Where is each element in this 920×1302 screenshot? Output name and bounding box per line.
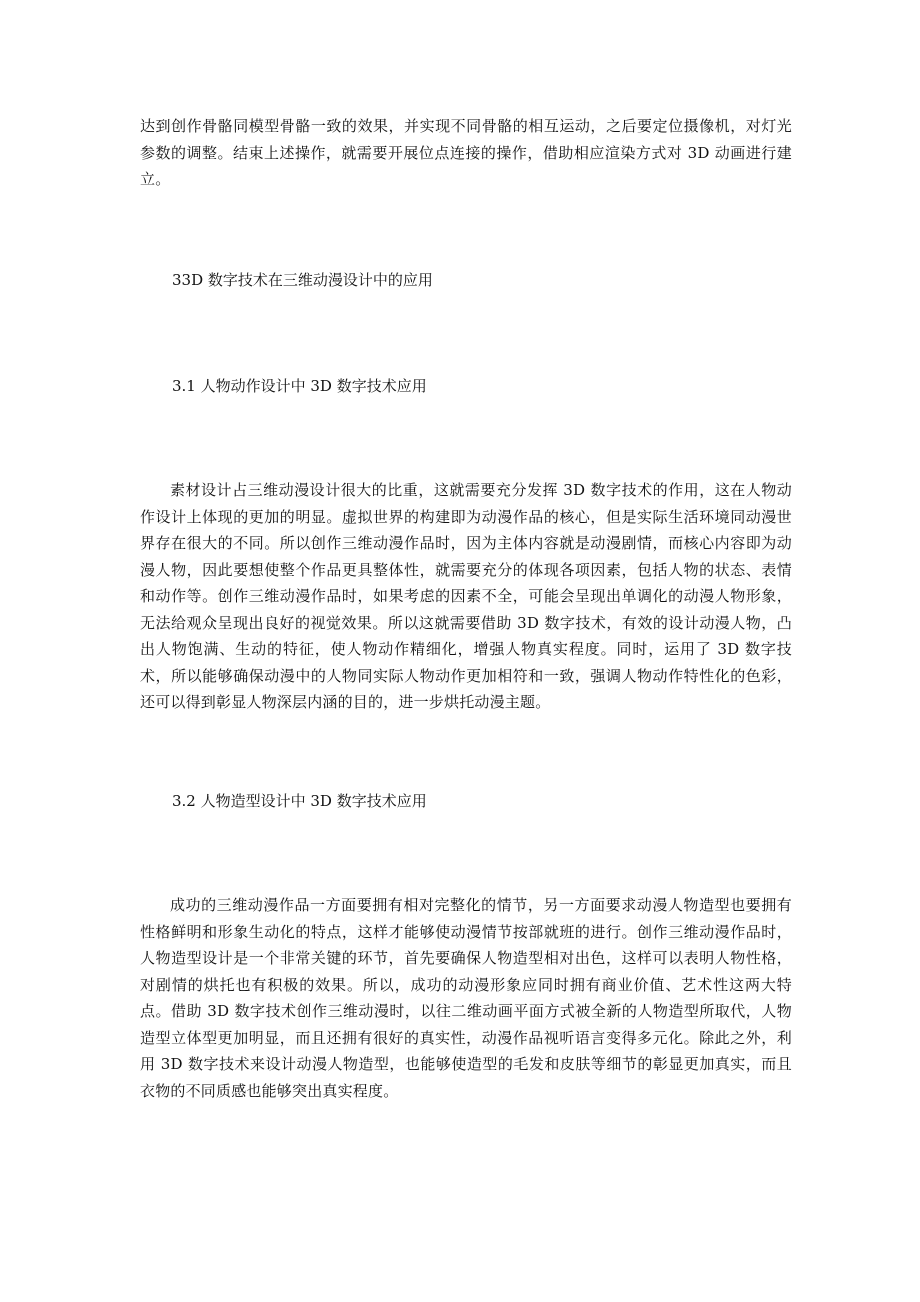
paragraph-intro: 达到创作骨骼同模型骨骼一致的效果，并实现不同骨骼的相互运动，之后要定位摄像机，对灯光参数的调整。结束上述操作，就需要开展位点连接的操作，借助相应渲染方式对 3D 动画进行建立。: [140, 117, 792, 188]
section-3-heading: 33D 数字技术在三维动漫设计中的应用: [172, 271, 433, 289]
section-3-2-heading: 3.2 人物造型设计中 3D 数字技术应用: [172, 792, 427, 810]
paragraph-section-3-1: 素材设计占三维动漫设计很大的比重，这就需要充分发挥 3D 数字技术的作用，这在人物动作设计上体现的更加的明显。虚拟世界的构建即为动漫作品的核心，但是实际生活环境同动漫世界存在很大的不同。所以创作三维动漫作品时，因为主体内容就是动漫剧情，而核心内容即为动漫人物，因此要想使整个作品更具整体性，就需要充分的体现各项因素，包括人物的状态、表情和动作等。创作三维动漫作品时，如果考虑的因素不全，可能会呈现出单调化的动漫人物形象，无法给观众呈现出良好的视觉效果。所以这就需要借助 3D 数字技术，有效的设计动漫人物，凸出人物饱满、生动的特征，使人物动作精细化，增强人物真实程度。同时，运用了 3D 数字技术，所以能够确保动漫中的人物同实际人物动作更加相符和一致，强调人物动作特性化的色彩，还可以得到彰显人物深层内涵的目的，进一步烘托动漫主题。: [140, 481, 792, 711]
section-3-1-heading: 3.1 人物动作设计中 3D 数字技术应用: [172, 377, 427, 395]
paragraph-section-3-2: 成功的三维动漫作品一方面要拥有相对完整化的情节，另一方面要求动漫人物造型也要拥有性格鲜明和形象生动化的特点，这样才能够使动漫情节按部就班的进行。创作三维动漫作品时，人物造型设计是一个非常关键的环节，首先要确保人物造型相对出色，这样可以表明人物性格，对剧情的烘托也有积极的效果。所以，成功的动漫形象应同时拥有商业价值、艺术性这两大特点。借助 3D 数字技术创作三维动漫时，以往二维动画平面方式被全新的人物造型所取代，人物造型立体型更加明显，而且还拥有很好的真实性，动漫作品视听语言变得多元化。除此之外，利用 3D 数字技术来设计动漫人物造型，也能够使造型的毛发和皮肤等细节的彰显更加真实，而且衣物的不同质感也能够突出真实程度。: [140, 896, 792, 1100]
